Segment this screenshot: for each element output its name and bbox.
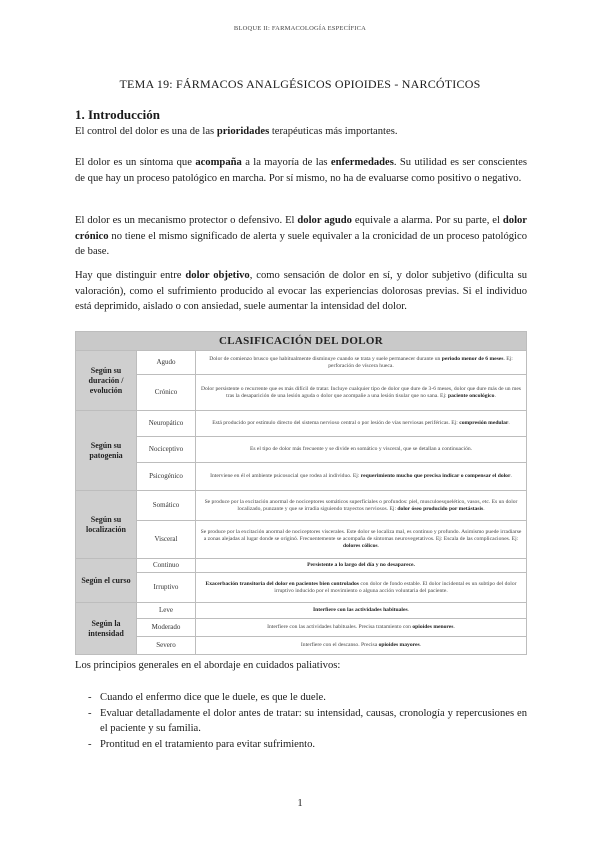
category-cronico: Crónico xyxy=(137,375,196,411)
criterion-intensidad: Según la intensidad xyxy=(76,603,137,655)
criterion-duracion: Según su duración / evolución xyxy=(76,351,137,411)
description-neuropatico: Está producido por estímulo directo del sistema nervioso central o por lesión de vías nerviosas periféricas. Ej: compresión medular. xyxy=(196,411,527,437)
list-item: - Cuando el enfermo dice que le duele, es que le duele. xyxy=(75,690,527,706)
category-moderado: Moderado xyxy=(137,619,196,637)
dash-bullet: - xyxy=(88,692,92,703)
description-continuo: Persistente a lo largo del día y no desaparece. xyxy=(196,559,527,573)
category-somatico: Somático xyxy=(137,491,196,521)
description-psicogenico: Interviene en él el ambiente psicosocial que rodea al individuo. Ej: requerimiento mucho que precisa indicar o compensar el dolor. xyxy=(196,463,527,491)
paragraph-2: El dolor es un síntoma que acompaña a la mayoría de las enfermedades. Su utilidad es ser conscientes de que hay un proceso patológico en marcha. Por sí mismo, no ha de evaluarse como positivo o negativo. xyxy=(75,157,527,184)
description-irruptivo: Exacerbación transitoria del dolor en pacientes bien controlados con dolor de fondo estable. El dolor incidental es un subtipo del dolor irruptivo inducido por el movimiento o alguna acción voluntaria del paciente. xyxy=(196,573,527,603)
criterion-curso: Según el curso xyxy=(76,559,137,603)
category-irruptivo: Irruptivo xyxy=(137,573,196,603)
criterion-patogenia: Según su patogenia xyxy=(76,411,137,491)
category-severo: Severo xyxy=(137,637,196,655)
criterion-localizacion: Según su localización xyxy=(76,491,137,559)
description-cronico: Dolor persistente o recurrente que es más difícil de tratar. Incluye cualquier tipo de dolor que dure de 3-6 meses, dolor que dure más de un mes tras la desaparición de una lesión aguda o dolor que acompañe a una lesión tisular que no sana. Ej: paciente oncológico. xyxy=(196,375,527,411)
category-continuo: Continuo xyxy=(137,559,196,573)
dash-bullet: - xyxy=(88,707,92,719)
page-header: BLOQUE II: FARMACOLOGÍA ESPECÍFICA xyxy=(233,25,367,32)
description-moderado: Interfiere con las actividades habituales. Precisa tratamiento con opioides menores. xyxy=(196,619,527,637)
category-visceral: Visceral xyxy=(137,521,196,559)
description-severo: Interfiere con el descanso. Precisa opioides mayores. xyxy=(196,637,527,655)
description-nociceptivo: Es el tipo de dolor más frecuente y se divide en somático y visceral, que se detallan a continuación. xyxy=(196,437,527,463)
description-visceral: Se produce por la excitación anormal de nociceptores viscerales. Este dolor se localiza mal, es continuo y profundo. Asimismo puede irradiarse a zonas alejadas al lugar donde se originó. Frecuentemente se acompaña de síntomas neurovegetativos. Ej: Escala de las complicaciones. Ej: dolores cólicos. xyxy=(196,521,527,559)
description-leve: Interfiere con las actividades habituales. xyxy=(196,603,527,619)
principles-list xyxy=(75,690,527,752)
table-caption: CLASIFICACIÓN DEL DOLOR xyxy=(76,332,527,351)
principles-intro: Los principios generales en el abordaje en cuidados paliativos: xyxy=(75,660,341,671)
category-nociceptivo: Nociceptivo xyxy=(137,437,196,463)
page-number: 1 xyxy=(297,798,303,809)
category-agudo: Agudo xyxy=(137,351,196,375)
category-leve: Leve xyxy=(137,603,196,619)
description-somatico: Se produce por la excitación anormal de nociceptores somáticos superficiales o profundos: piel, musculoesquelético, vasos, etc. Es un dolor localizado, punzante y que se irradia siguiendo trayectos nerviosos. Ej: dolor óseo producido por metástasis. xyxy=(196,491,527,521)
list-item: - Prontitud en el tratamiento para evitar sufrimiento. xyxy=(75,737,527,753)
category-psicogenico: Psicogénico xyxy=(137,463,196,491)
section-heading: 1. Introducción xyxy=(75,107,160,122)
paragraph-4: Hay que distinguir entre dolor objetivo, como sensación de dolor en sí, y dolor subjetivo (dificulta su valoración), como el sufrimiento producido al evocar las experiencias dolorosas previas. Si el individuo está deprimido, aislado o con ansiedad, suele aumentar la intensidad del dolor. xyxy=(75,270,527,312)
category-neuropatico: Neuropático xyxy=(137,411,196,437)
paragraph-1: El control del dolor es una de las prioridades terapéuticas más importantes. xyxy=(75,126,398,137)
list-item: - Evaluar detalladamente el dolor antes de tratar: su intensidad, causas, cronología y repercusiones en el paciente y su familia. xyxy=(88,707,527,734)
description-agudo: Dolor de comienzo brusco que habitualmente disminuye cuando se trata y suele permanecer durante un periodo menor de 6 meses. Ej: perforación de víscera hueca. xyxy=(196,351,527,375)
pain-classification-table xyxy=(75,331,527,655)
page-title: TEMA 19: FÁRMACOS ANALGÉSICOS OPIOIDES - NARCÓTICOS xyxy=(119,77,481,91)
dash-bullet: - xyxy=(88,738,92,750)
paragraph-3: El dolor es un mecanismo protector o defensivo. El dolor agudo equivale a alarma. Por su parte, el dolor crónico no tiene el mismo significado de alerta y suele equivaler a la cronicidad de un proceso patológico de base. xyxy=(75,215,528,257)
